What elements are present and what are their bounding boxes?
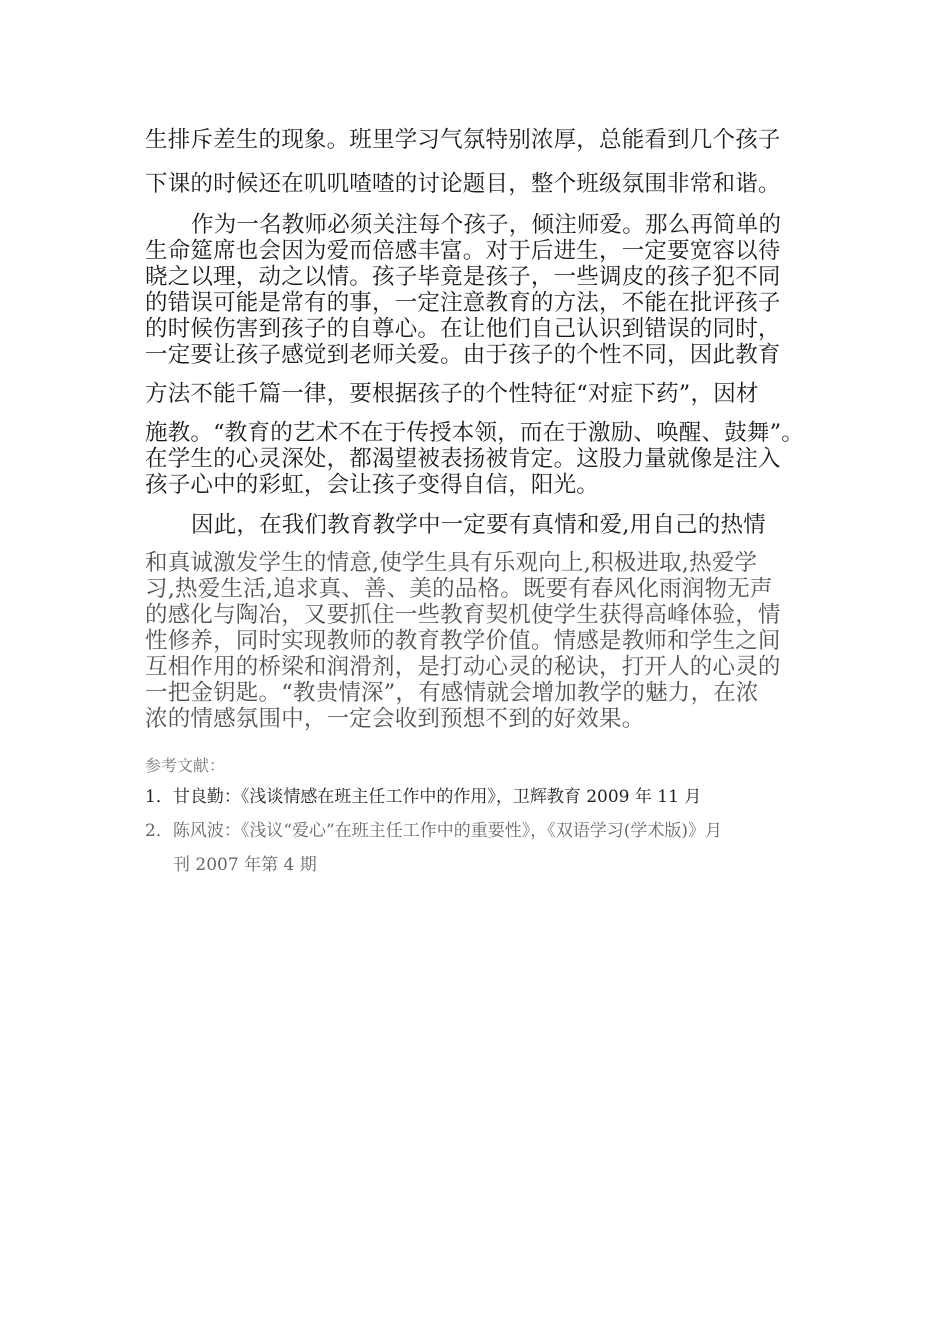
paragraph-3: [145, 510, 810, 732]
reference-item: 2．陈风波：《浅议“爱心”在班主任工作中的重要性》，《双语学习(学术版)》月: [145, 821, 722, 841]
text-line: 一把金钥匙。“教贵情深”，有感情就会增加教学的魅力，在浓: [145, 680, 759, 706]
text-line: 施教。“教育的艺术不在于传授本领，而在于激励、唤醒、鼓舞”。: [145, 420, 805, 446]
text-line: 下课的时候还在叽叽喳喳的讨论题目，整个班级氛围非常和谐。: [145, 171, 781, 197]
text-line: 在学生的心灵深处，都渴望被表扬被肯定。这股力量就像是注入: [145, 446, 781, 472]
text-line: 方法不能千篇一律，要根据孩子的个性特征“对症下药”，因材: [145, 381, 759, 407]
text-line: 作为一名教师必须关注每个孩子，倾注师爱。那么再简单的: [191, 212, 782, 238]
text-line: 生排斥差生的现象。班里学习气氛特别浓厚，总能看到几个孩子: [145, 127, 781, 153]
text-line: 的感化与陶冶，又要抓住一些教育契机使学生获得高峰体验，情: [145, 602, 781, 628]
text-line: 的错误可能是常有的事，一定注意教育的方法，不能在批评孩子: [145, 290, 781, 316]
text-line: 一定要让孩子感觉到老师关爱。由于孩子的个性不同，因此教育: [145, 342, 781, 368]
text-line: 因此，在我们教育教学中一定要有真情和爱,用自己的热情: [191, 512, 766, 538]
text-line: 的时候伤害到孩子的自尊心。在让他们自己认识到错误的同时，: [145, 316, 781, 342]
text-line: 浓的情感氛围中，一定会收到预想不到的好效果。: [145, 706, 645, 732]
references-title: 参考文献：: [145, 756, 226, 775]
reference-item-continuation: 刊 2007 年第 4 期: [173, 855, 317, 875]
text-line: 晓之以理，动之以情。孩子毕竟是孩子，一些调皮的孩子犯不同: [145, 264, 781, 290]
text-line: 性修养，同时实现教师的教育教学价值。情感是教师和学生之间: [145, 628, 781, 654]
text-line: 习,热爱生活,追求真、善、美的品格。既要有春风化雨润物无声: [145, 576, 773, 602]
paragraph-2: [145, 212, 810, 498]
text-line: 孩子心中的彩虹，会让孩子变得自信，阳光。: [145, 472, 600, 498]
paragraph-1: [145, 118, 810, 206]
reference-item: 1．甘良勤：《浅谈情感在班主任工作中的作用》，卫辉教育 2009 年 11 月: [145, 787, 702, 807]
document-body: [145, 118, 810, 882]
text-line: 生命筵席也会因为爱而倍感丰富。对于后进生，一定要宽容以待: [145, 238, 781, 264]
text-line: 和真诚激发学生的情意,使学生具有乐观向上,积极进取,热爱学: [145, 550, 758, 576]
references-section: [145, 752, 810, 882]
text-line: 互相作用的桥梁和润滑剂，是打动心灵的秘诀，打开人的心灵的: [145, 654, 781, 680]
